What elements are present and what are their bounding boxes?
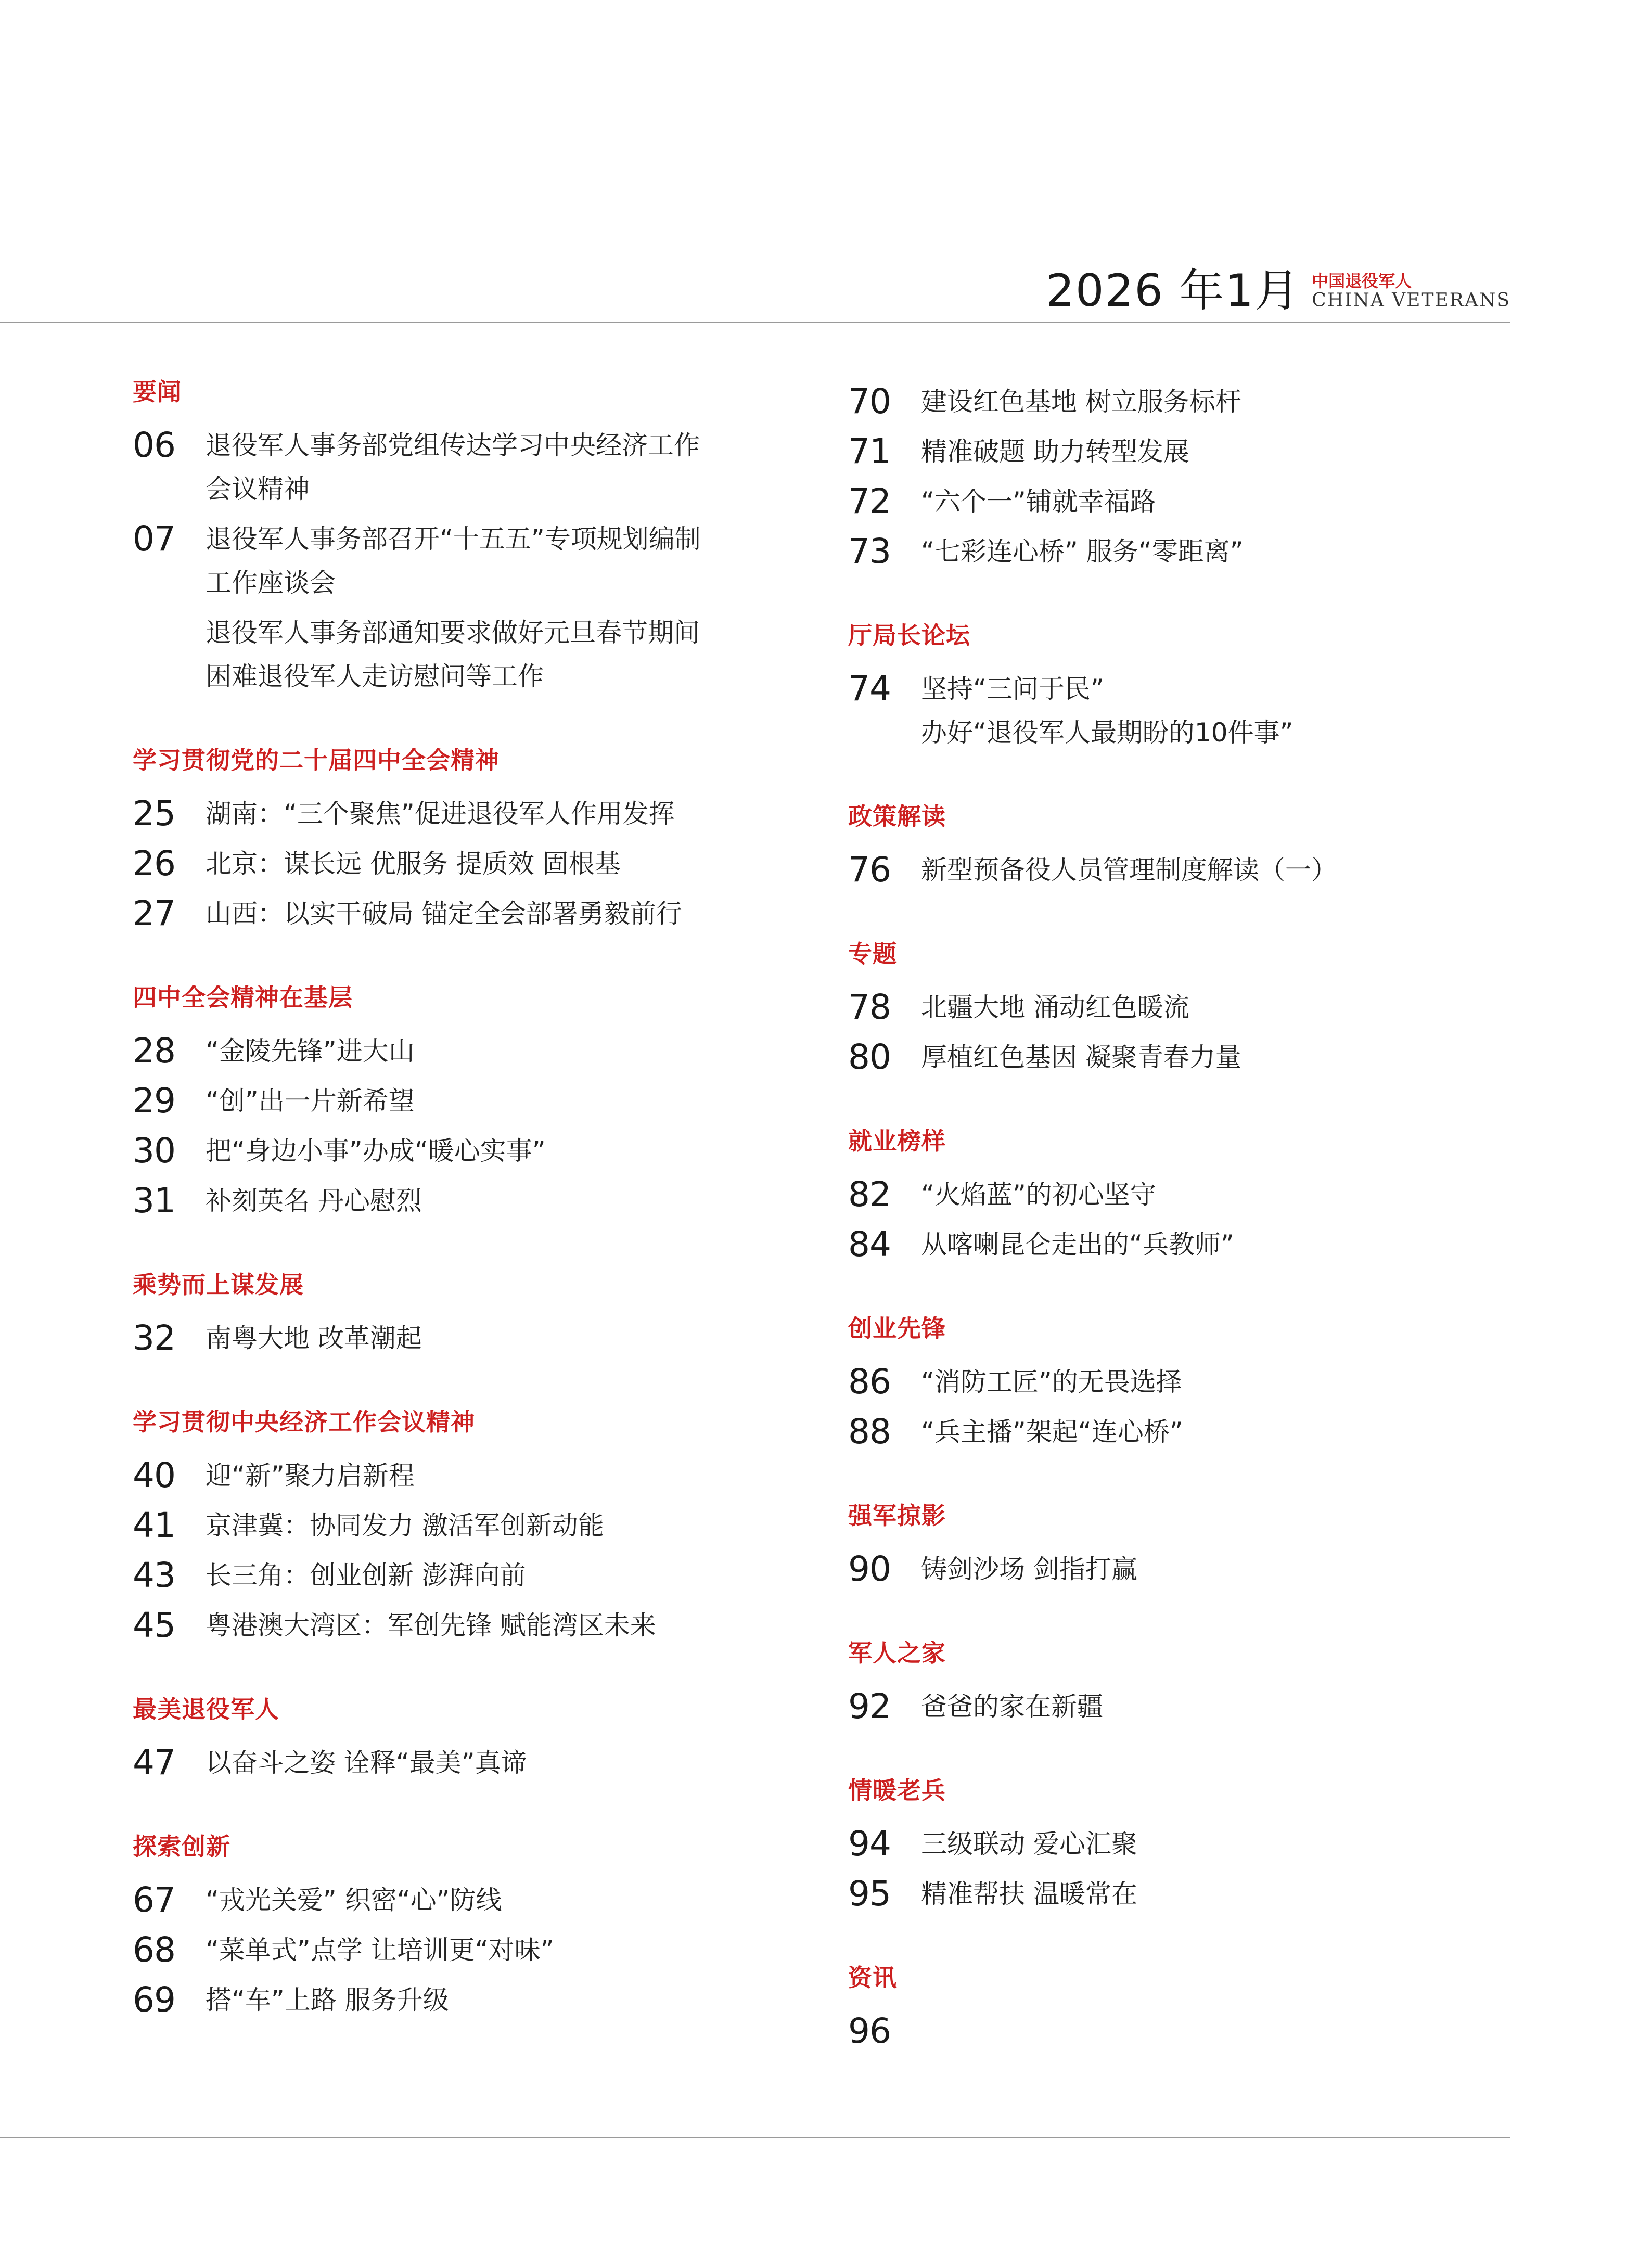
article-title-block: [206, 1079, 799, 1123]
page-number: 70: [848, 381, 891, 421]
article-title-line: 退役军人事务部通知要求做好元旦春节期间: [206, 618, 700, 648]
toc-entry[interactable]: [848, 1872, 1472, 1916]
article-title-line: “金陵先锋”进大山: [206, 1036, 415, 1066]
page-number: 76: [848, 850, 891, 890]
page-number: 72: [848, 481, 891, 521]
article-title-line: 工作座谈会: [206, 568, 336, 598]
page-number: 86: [848, 1362, 891, 1402]
toc-section: [133, 380, 799, 698]
article-title-line: 湖南：“三个聚焦”促进退役军人作用发挥: [206, 799, 675, 829]
article-title-block: [921, 1360, 1472, 1404]
section-title: 强军掠影: [848, 1502, 946, 1530]
toc-section: [133, 1273, 799, 1360]
section-title: 厅局长论坛: [848, 621, 970, 649]
masthead: [1046, 240, 1510, 317]
article-title-line: “消防工匠”的无畏选择: [921, 1367, 1182, 1397]
page-number: 74: [848, 669, 891, 709]
page-number: 90: [848, 1549, 891, 1589]
toc-entry[interactable]: [133, 1741, 799, 1785]
article-title-block: [921, 1872, 1472, 1916]
article-title-line: 南粤大地 改革潮起: [206, 1323, 422, 1353]
article-title-block: [206, 611, 799, 698]
toc-section: [848, 380, 1472, 573]
page-number: 71: [848, 431, 891, 471]
article-title-block: [921, 380, 1472, 424]
section-title: 要闻: [133, 378, 182, 406]
article-title-block: [206, 1604, 799, 1647]
toc-entry[interactable]: [133, 1179, 799, 1223]
article-title-block: [206, 517, 799, 605]
toc-left-column: [133, 380, 799, 2072]
section-title: 专题: [848, 940, 897, 968]
page-number: 41: [133, 1505, 175, 1545]
page-number: 26: [133, 843, 175, 883]
article-title-line: 厚植红色基因 凝聚青春力量: [921, 1042, 1241, 1072]
toc-section: [848, 804, 1472, 892]
article-title-line: “菜单式”点学 让培训更“对味”: [206, 1935, 554, 1965]
article-title-line: 困难退役军人走访慰问等工作: [206, 661, 544, 691]
article-title-block: [206, 1978, 799, 2022]
toc-entry[interactable]: [848, 985, 1472, 1029]
article-title-line: “火焰蓝”的初心坚守: [921, 1180, 1156, 1210]
article-title-block: [921, 1685, 1472, 1728]
article-title-line: 北疆大地 涌动红色暖流: [921, 992, 1189, 1022]
article-title-block: [921, 480, 1472, 523]
article-title-line: 三级联动 爱心汇聚: [921, 1829, 1137, 1859]
toc-section: [848, 1129, 1472, 1266]
article-title-line: 退役军人事务部党组传达学习中央经济工作: [206, 430, 700, 460]
toc-entry[interactable]: [133, 1978, 799, 2022]
article-title-block: [206, 792, 799, 836]
section-title: 四中全会精神在基层: [133, 983, 353, 1011]
article-title-line: 新型预备役人员管理制度解读（一）: [921, 855, 1337, 885]
article-title-line: “戎光关爱” 织密“心”防线: [206, 1885, 502, 1915]
toc-section: [848, 623, 1472, 754]
page-number: 07: [133, 519, 175, 559]
toc-entry[interactable]: [133, 1079, 799, 1123]
page-number: 25: [133, 793, 175, 834]
page-number: 69: [133, 1980, 175, 2020]
page-number: 28: [133, 1031, 175, 1071]
article-title-line: 山西：以实干破局 锚定全会部署勇毅前行: [206, 899, 682, 929]
article-title-line: “创”出一片新希望: [206, 1086, 415, 1116]
article-title-block: [921, 1547, 1472, 1591]
page-number: 82: [848, 1174, 891, 1214]
article-title-line: “七彩连心桥” 服务“零距离”: [921, 536, 1244, 567]
toc-section: [133, 748, 799, 936]
section-title: 学习贯彻党的二十届四中全会精神: [133, 746, 500, 774]
bottom-divider: [0, 2137, 1510, 2138]
page-number: 45: [133, 1605, 175, 1645]
toc-entry[interactable]: [848, 848, 1472, 892]
page-number: 84: [848, 1224, 891, 1264]
toc-entry[interactable]: [848, 1685, 1472, 1728]
toc-section: [848, 1778, 1472, 1916]
article-title-line: 办好“退役军人最期盼的10件事”: [921, 718, 1294, 748]
article-title-line: 把“身边小事”办成“暖心实事”: [206, 1136, 546, 1166]
page-number: 32: [133, 1318, 175, 1358]
toc-entry[interactable]: [133, 424, 799, 511]
section-title: 就业榜样: [848, 1127, 946, 1155]
article-title-block: [206, 1179, 799, 1223]
page-number: 80: [848, 1037, 891, 1077]
article-title-line: 以奋斗之姿 诠释“最美”真谛: [206, 1748, 527, 1778]
section-title: 创业先锋: [848, 1314, 946, 1342]
page-number: 95: [848, 1874, 891, 1914]
brand-name-cn: 中国退役军人: [1312, 271, 1412, 291]
toc-section: [133, 985, 799, 1223]
toc-section: [848, 1316, 1472, 1454]
article-title-line: “六个一”铺就幸福路: [921, 486, 1156, 517]
article-title-line: “兵主播”架起“连心桥”: [921, 1417, 1183, 1447]
article-title-block: [921, 1410, 1472, 1454]
page-number: 40: [133, 1455, 175, 1495]
toc-entry[interactable]: [848, 1173, 1472, 1216]
toc-entry[interactable]: [133, 1604, 799, 1647]
magazine-logo: [1312, 272, 1510, 311]
article-title-block: [921, 430, 1472, 473]
page-number: 68: [133, 1930, 175, 1970]
article-title-line: 坚持“三问于民”: [921, 674, 1104, 704]
article-title-block: [206, 1316, 799, 1360]
toc-entry[interactable]: [133, 792, 799, 836]
top-divider: [0, 322, 1510, 323]
toc-entry[interactable]: [133, 1029, 799, 1073]
page-number: 92: [848, 1686, 891, 1726]
toc-section: [133, 1410, 799, 1647]
toc-entry[interactable]: [848, 1822, 1472, 1866]
page-number: 27: [133, 893, 175, 933]
toc-entry[interactable]: [133, 892, 799, 936]
issue-date: 2026 年1月: [1046, 265, 1301, 317]
page-number: 94: [848, 1824, 891, 1864]
article-title-block: [206, 1741, 799, 1785]
toc-section: [848, 1504, 1472, 1591]
brand-name-en: CHINA VETERANS: [1312, 290, 1510, 312]
toc-entry[interactable]: [133, 517, 799, 605]
toc-entry[interactable]: [848, 2009, 1472, 2053]
article-title-line: 退役军人事务部召开“十五五”专项规划编制: [206, 524, 701, 554]
toc-right-column: [848, 380, 1472, 2103]
article-title-block: [921, 1035, 1472, 1079]
toc-entry[interactable]: [848, 530, 1472, 573]
page-number: 30: [133, 1131, 175, 1171]
article-title-line: 粤港澳大湾区：军创先锋 赋能湾区未来: [206, 1610, 656, 1641]
section-title: 学习贯彻中央经济工作会议精神: [133, 1408, 475, 1436]
toc-entry[interactable]: [848, 430, 1472, 473]
article-title-block: [206, 424, 799, 511]
toc-entry[interactable]: [848, 1035, 1472, 1079]
article-title-block: [206, 1554, 799, 1597]
article-title-line: 爸爸的家在新疆: [921, 1692, 1103, 1722]
page-number: 78: [848, 987, 891, 1027]
article-title-line: 长三角：创业创新 澎湃向前: [206, 1560, 526, 1591]
toc-entry[interactable]: [133, 1554, 799, 1597]
page-number: 96: [848, 2011, 891, 2051]
article-title-block: [206, 1129, 799, 1173]
toc-entry[interactable]: [133, 1129, 799, 1173]
article-title-line: 北京：谋长远 优服务 提质效 固根基: [206, 849, 621, 879]
toc-section: [848, 1966, 1472, 2053]
article-title-line: 精准帮扶 温暖常在: [921, 1879, 1137, 1909]
section-title: 政策解读: [848, 802, 946, 830]
section-title: 乘势而上谋发展: [133, 1271, 304, 1299]
toc-entry[interactable]: [133, 1454, 799, 1497]
article-title-block: [921, 1223, 1472, 1266]
article-title-line: 搭“车”上路 服务升级: [206, 1985, 449, 2015]
toc-entry[interactable]: [848, 1223, 1472, 1266]
page-number: 73: [848, 531, 891, 571]
page-number: 31: [133, 1181, 175, 1221]
toc-entry[interactable]: [133, 1928, 799, 1972]
section-title: 探索创新: [133, 1833, 230, 1861]
toc-entry[interactable]: [848, 667, 1472, 754]
section-title: 资讯: [848, 1964, 897, 1992]
toc-section: [133, 1835, 799, 2022]
page-number: 88: [848, 1412, 891, 1452]
article-title-block: [921, 1822, 1472, 1866]
article-title-block: [921, 985, 1472, 1029]
toc-entry[interactable]: [848, 380, 1472, 424]
toc-entry[interactable]: [848, 480, 1472, 523]
toc-entry[interactable]: [848, 1410, 1472, 1454]
toc-section: [848, 942, 1472, 1079]
toc-entry[interactable]: [133, 1316, 799, 1360]
article-title-block: [206, 1878, 799, 1922]
section-title: 最美退役军人: [133, 1695, 279, 1723]
article-title-block: [206, 1504, 799, 1547]
toc-section: [133, 1697, 799, 1785]
article-title-block: [921, 530, 1472, 573]
article-title-block: [921, 848, 1472, 892]
page-number: 47: [133, 1743, 175, 1783]
article-title-line: 补刻英名 丹心慰烈: [206, 1186, 422, 1216]
article-title-line: 从喀喇昆仑走出的“兵教师”: [921, 1229, 1234, 1260]
toc-entry[interactable]: [848, 1547, 1472, 1591]
article-title-block: [206, 1029, 799, 1073]
article-title-line: 京津冀：协同发力 激活军创新动能: [206, 1510, 604, 1541]
article-title-block: [206, 842, 799, 886]
toc-entry[interactable]: [133, 611, 799, 698]
article-title-block: [921, 667, 1472, 754]
article-title-block: [206, 1454, 799, 1497]
article-title-line: 迎“新”聚力启新程: [206, 1460, 415, 1491]
toc-entry[interactable]: [133, 842, 799, 886]
section-title: 军人之家: [848, 1639, 946, 1667]
article-title-block: [206, 892, 799, 936]
toc-entry[interactable]: [848, 1360, 1472, 1404]
page-number: 29: [133, 1081, 175, 1121]
article-title-line: 会议精神: [206, 474, 310, 504]
toc-entry[interactable]: [133, 1504, 799, 1547]
article-title-line: 建设红色基地 树立服务标杆: [921, 387, 1241, 417]
page-number: 06: [133, 425, 175, 465]
toc-entry[interactable]: [133, 1878, 799, 1922]
article-title-block: [206, 1928, 799, 1972]
page-number: 43: [133, 1555, 175, 1595]
page-number: 67: [133, 1880, 175, 1920]
article-title-line: 铸剑沙场 剑指打赢: [921, 1554, 1137, 1584]
article-title-line: 精准破题 助力转型发展: [921, 437, 1189, 467]
section-title: 情暖老兵: [848, 1776, 946, 1804]
toc-section: [848, 1641, 1472, 1728]
article-title-block: [921, 1173, 1472, 1216]
